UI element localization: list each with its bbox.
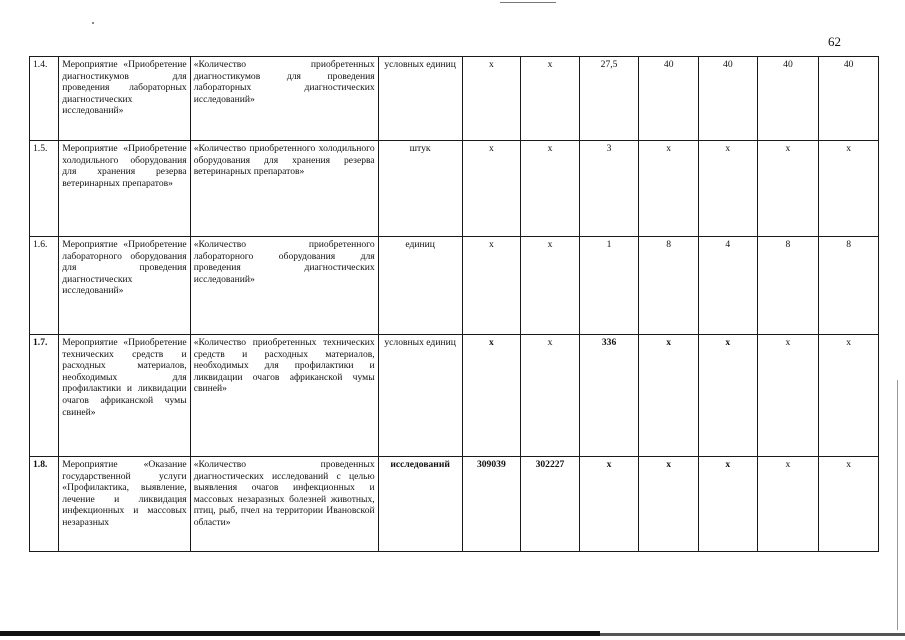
unit-cell: условных единиц xyxy=(378,57,462,141)
value-cell: х xyxy=(699,457,758,552)
row-number: 1.5. xyxy=(30,141,59,237)
unit-cell: условных единиц xyxy=(378,335,462,457)
value-cell: 40 xyxy=(757,57,819,141)
unit-cell: единиц xyxy=(378,237,462,335)
table-row xyxy=(30,457,879,552)
value-cell: х xyxy=(757,141,819,237)
event-name: Мероприятие «Приобретение технических средств и расходных материалов, необходимых для профилактики и ликвидации очагов африканской чумы свиней» xyxy=(59,335,190,457)
scan-border-bottom-right xyxy=(600,633,905,636)
event-name: Мероприятие «Приобретение лабораторного оборудования для проведения диагностических исследований» xyxy=(59,237,190,335)
value-cell: х xyxy=(639,141,699,237)
value-cell: х xyxy=(521,335,580,457)
row-number: 1.4. xyxy=(30,57,59,141)
indicator-name: «Количество проведенных диагностических исследований с целью выявления очагов инфекционных и массовых незаразных болезней животных, птиц, рыб, пчел на территории Ивановской области» xyxy=(190,457,378,552)
value-cell: х xyxy=(462,141,521,237)
table-row xyxy=(30,141,879,237)
indicator-name: «Количество приобретенных диагностикумов для проведения лабораторных диагностических исследований» xyxy=(190,57,378,141)
value-cell: 8 xyxy=(639,237,699,335)
value-cell: х xyxy=(699,335,758,457)
event-name: Мероприятие «Оказание государственной услуги «Профилактика, выявление, лечение и ликвидация инфекционных и массовых незаразных xyxy=(59,457,190,552)
value-cell: 8 xyxy=(819,237,879,335)
value-cell: х xyxy=(462,237,521,335)
value-cell: 40 xyxy=(639,57,699,141)
row-number: 1.8. xyxy=(30,457,59,552)
unit-cell: штук xyxy=(378,141,462,237)
value-cell: 40 xyxy=(819,57,879,141)
value-cell: х xyxy=(819,141,879,237)
event-name: Мероприятие «Приобретение диагностикумов для проведения лабораторных диагностических исследований» xyxy=(59,57,190,141)
scan-border-bottom xyxy=(0,631,600,636)
value-cell: 40 xyxy=(699,57,758,141)
value-cell: х xyxy=(639,335,699,457)
scan-mark-left xyxy=(92,22,94,24)
value-cell: х xyxy=(462,57,521,141)
scan-edge-right xyxy=(897,380,898,630)
value-cell: х xyxy=(819,335,879,457)
value-cell: х xyxy=(462,335,521,457)
value-cell: х xyxy=(757,457,819,552)
unit-cell: исследований xyxy=(378,457,462,552)
value-cell: х xyxy=(521,141,580,237)
value-cell: 4 xyxy=(699,237,758,335)
value-cell: 1 xyxy=(579,237,639,335)
value-cell: 302227 xyxy=(521,457,580,552)
row-number: 1.7. xyxy=(30,335,59,457)
scan-mark-top xyxy=(500,2,556,3)
indicator-name: «Количество приобретенных технических средств и расходных материалов, необходимых для профилактики и ликвидации очагов африканской чумы свиней» xyxy=(190,335,378,457)
table-row xyxy=(30,57,879,141)
value-cell: х xyxy=(699,141,758,237)
value-cell: 309039 xyxy=(462,457,521,552)
value-cell: х xyxy=(521,57,580,141)
value-cell: 336 xyxy=(579,335,639,457)
value-cell: 27,5 xyxy=(579,57,639,141)
indicator-name: «Количество приобретенного лабораторного оборудования для проведения диагностических исследований» xyxy=(190,237,378,335)
value-cell: х xyxy=(521,237,580,335)
table-row xyxy=(30,335,879,457)
value-cell: х xyxy=(757,335,819,457)
page-number: 62 xyxy=(828,34,841,49)
value-cell: х xyxy=(579,457,639,552)
event-name: Мероприятие «Приобретение холодильного оборудования для хранения резерва ветеринарных препаратов» xyxy=(59,141,190,237)
value-cell: 3 xyxy=(579,141,639,237)
indicators-table xyxy=(29,56,879,552)
indicator-name: «Количество приобретенного холодильного оборудования для хранения резерва ветеринарных препаратов» xyxy=(190,141,378,237)
value-cell: х xyxy=(819,457,879,552)
value-cell: 8 xyxy=(757,237,819,335)
table-row xyxy=(30,237,879,335)
row-number: 1.6. xyxy=(30,237,59,335)
value-cell: х xyxy=(639,457,699,552)
